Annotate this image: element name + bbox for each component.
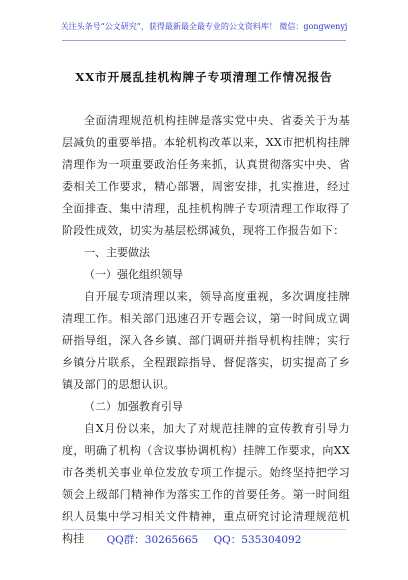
qq-number: QQ：535304092 bbox=[213, 534, 302, 546]
footer-contact bbox=[0, 532, 408, 547]
qq-group-number: QQ群：30265665 bbox=[106, 534, 199, 546]
subsection-heading: （一）强化组织领导 bbox=[84, 268, 183, 281]
section-heading: 一、主要做法 bbox=[84, 246, 150, 259]
header-divider bbox=[62, 40, 346, 41]
intro-paragraph: 全面清理规范机构挂牌是落实党中央、省委关于为基层减负的重要举措。本轮机构改革以来，XX市把机构挂牌清理作为一项重要政治任务来抓，认真贯彻落实中央、省委相关工作要求，精心部署，周密安排，扎实推进，经过全面排查、集中清理，乱挂机构牌子专项清理工作取得了阶段性成效，切实为基层松绑减负，现将工作报告如下： bbox=[62, 114, 350, 237]
subsection-heading: （二）加强教育引导 bbox=[84, 400, 183, 413]
header-note: 关注头条号“公文研究”，获得最新最全最专业的公文资料库！ 微信：gongwenyj bbox=[60, 22, 348, 31]
document-title: XX市开展乱挂机构牌子专项清理工作情况报告 bbox=[75, 70, 333, 84]
document-body bbox=[62, 110, 350, 550]
footer-divider bbox=[62, 529, 346, 530]
body-paragraph: 自X月份以来，加大了对规范挂牌的宣传教育引导力度，明确了机构（含议事协调机构）挂牌工作要求，向XX市各类机关事业单位发放专项工作提示。始终坚持把学习领会上级部门精神作为落实工作的首要任务。第一时间组织人员集中学习相关文件精神，重点研究讨论清理规范机构挂 bbox=[62, 422, 350, 545]
body-paragraph: 自开展专项清理以来，领导高度重视，多次调度挂牌清理工作。相关部门迅速召开专题会议，第一时间成立调研指导组，深入各乡镇、部门调研并指导机构挂牌；实行乡镇分片联系，全程跟踪指导、督促落实，切实提高了乡镇及部门的思想认识。 bbox=[62, 290, 350, 391]
